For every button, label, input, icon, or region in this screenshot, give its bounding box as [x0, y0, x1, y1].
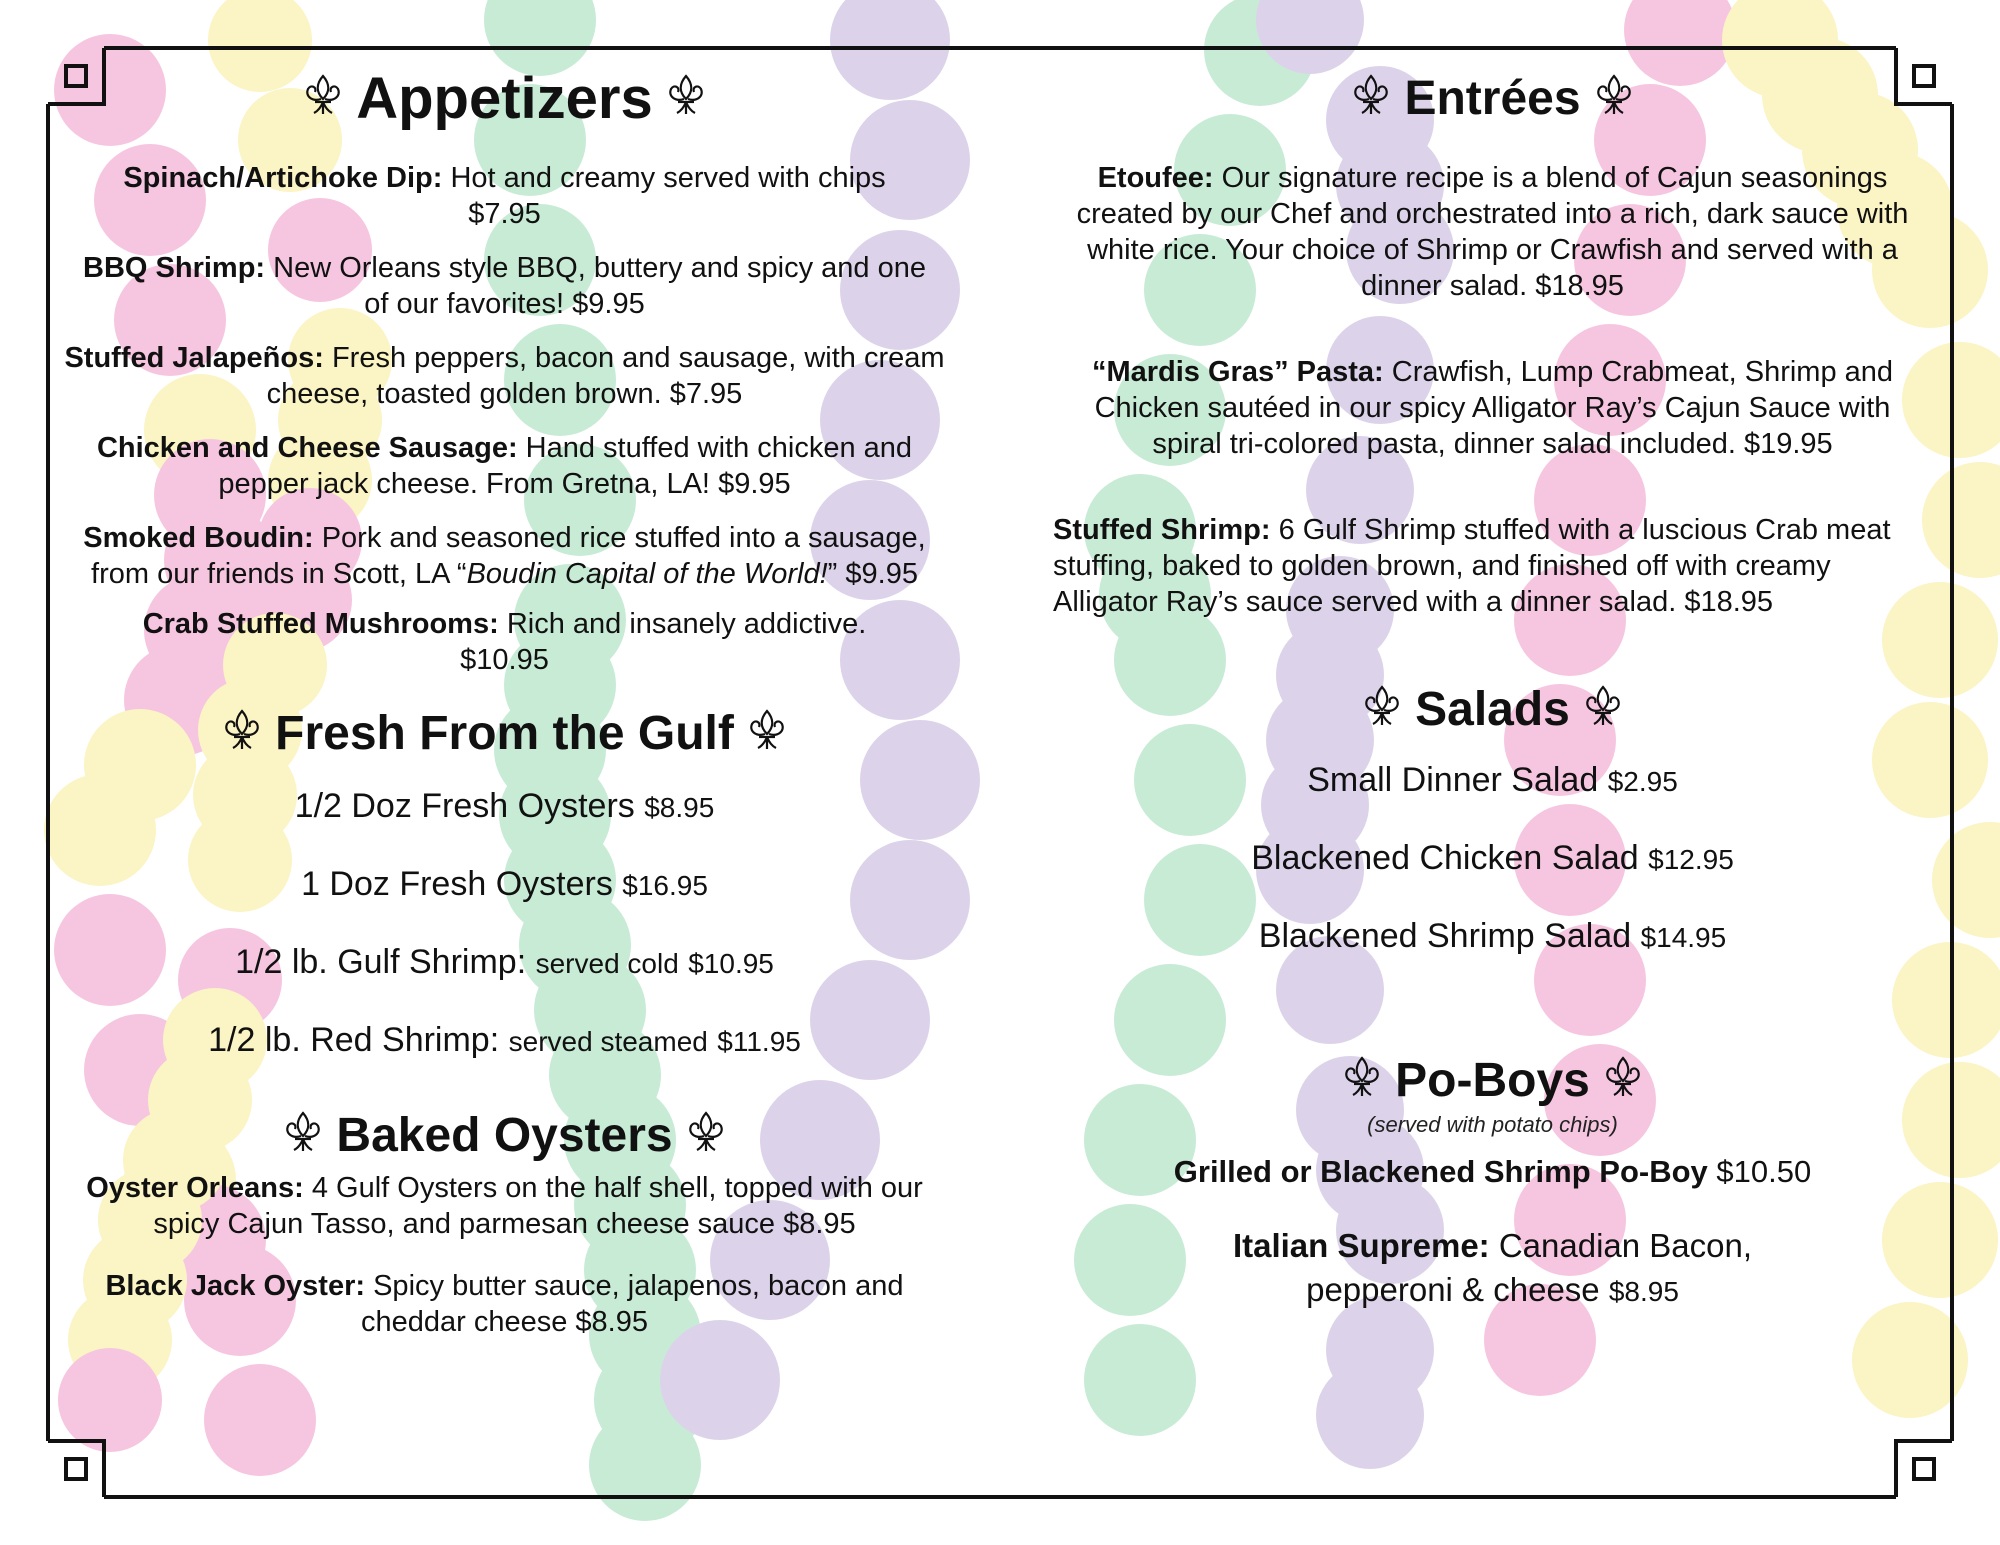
item-name: 1 Doz Fresh Oysters: [301, 865, 613, 903]
item-price: $8.95: [783, 1208, 856, 1240]
salads-title: Salads: [1415, 683, 1570, 736]
item-name: Stuffed Jalapeños:: [64, 342, 324, 374]
item-name: BBQ Shrimp:: [83, 252, 266, 284]
item-name: 1/2 lb. Gulf Shrimp:: [235, 943, 527, 981]
item-name: 1/2 Doz Fresh Oysters: [294, 787, 635, 825]
menu-item: [62, 160, 947, 232]
fleur-de-lis-icon: [1359, 683, 1405, 738]
item-name: Spinach/Artichoke Dip:: [123, 162, 443, 194]
item-price: $18.95: [1535, 270, 1624, 302]
menu-item: [1045, 1152, 1940, 1192]
fresh-from-gulf-heading: [62, 706, 947, 762]
item-name: Oyster Orleans:: [86, 1172, 304, 1204]
salads-heading: [1045, 682, 1940, 738]
poboys-heading: [1045, 1054, 1940, 1108]
item-name: Stuffed Shrimp:: [1053, 514, 1271, 546]
gulf-list: [62, 786, 947, 1062]
poboys-title: Po-Boys: [1395, 1054, 1590, 1107]
baked-list: [62, 1170, 947, 1340]
item-description: pepperoni & cheese: [1306, 1271, 1600, 1308]
entrees-heading: [1045, 60, 1940, 138]
menu-item: [62, 606, 947, 678]
poboys-list: [1045, 1152, 1940, 1314]
baked-oysters-heading: [62, 1108, 947, 1164]
menu-item: [62, 250, 947, 322]
item-description: Spicy butter sauce, jalapenos, bacon and cheddar cheese: [360, 1270, 904, 1338]
item-description: Hand stuffed with chicken and pepper jack cheese. From Gretna, LA!: [218, 432, 913, 500]
item-price: $10.95: [688, 948, 774, 979]
menu-item: [62, 1268, 947, 1340]
item-price: $19.95: [1743, 428, 1833, 460]
item-description: 4 Gulf Oysters on the half shell, topped with our spicy Cajun Tasso, and parmesan cheese sauce: [153, 1172, 923, 1240]
item-name: Blackened Shrimp Salad: [1258, 917, 1632, 955]
item-name: Small Dinner Salad: [1307, 761, 1599, 799]
menu-item: [62, 864, 947, 906]
item-name: Black Jack Oyster:: [105, 1270, 366, 1302]
menu-item: [62, 1170, 947, 1242]
item-description: Our signature recipe is a blend of Cajun seasonings created by our Chef and orchestrated into a rich, dark sauce with white rice. Your choice of Shrimp or Crawfish and served with a dinner salad.: [1076, 162, 1909, 302]
fleur-de-lis-icon: [300, 70, 346, 128]
entrees-title: Entrées: [1404, 72, 1581, 125]
right-menu-column: [1045, 60, 1940, 1314]
item-note: served cold: [535, 948, 679, 979]
menu-item: [1045, 160, 1940, 304]
item-name: Italian Supreme:: [1232, 1227, 1490, 1264]
item-price: $16.95: [622, 870, 708, 901]
menu-item: [1045, 760, 1940, 802]
fleur-de-lis-icon: [1591, 72, 1637, 127]
item-price: $8.95: [1608, 1276, 1679, 1307]
left-menu-column: [62, 60, 947, 1340]
item-price: $11.95: [717, 1026, 801, 1057]
salads-list: [1045, 760, 1940, 958]
item-note: served steamed: [508, 1026, 708, 1057]
item-price: $8.95: [644, 792, 715, 823]
item-name: 1/2 lb. Red Shrimp:: [208, 1021, 500, 1059]
appetizers-heading: [62, 60, 947, 138]
item-price: $9.95: [572, 288, 645, 320]
item-name: Blackened Chicken Salad: [1251, 839, 1639, 877]
fleur-de-lis-icon: [1348, 72, 1394, 127]
item-price: $7.95: [468, 198, 541, 230]
fleur-de-lis-icon: [744, 707, 790, 762]
appetizers-list: [62, 160, 947, 678]
menu-item: [62, 520, 947, 592]
menu-item: [1045, 354, 1940, 462]
fleur-de-lis-icon: [1339, 1054, 1385, 1109]
item-name: Etoufee:: [1097, 162, 1214, 194]
item-description: Canadian Bacon,: [1498, 1227, 1753, 1264]
menu-item: [62, 430, 947, 502]
item-price: $12.95: [1648, 844, 1734, 875]
fleur-de-lis-icon: [663, 70, 709, 128]
fleur-de-lis-icon: [1580, 683, 1626, 738]
menu-item: [62, 942, 947, 984]
item-price: $9.95: [845, 558, 918, 590]
item-name: Grilled or Blackened Shrimp Po-Boy: [1173, 1154, 1708, 1189]
item-description-quote: ”: [827, 558, 838, 590]
gulf-title: Fresh From the Gulf: [275, 707, 734, 760]
item-name: Smoked Boudin:: [83, 522, 314, 554]
baked-title: Baked Oysters: [336, 1109, 673, 1162]
fleur-de-lis-icon: [1600, 1054, 1646, 1109]
appetizers-title: Appetizers: [356, 66, 653, 131]
item-price: $2.95: [1607, 766, 1678, 797]
fleur-de-lis-icon: [280, 1109, 326, 1164]
item-description: Fresh peppers, bacon and sausage, with cream cheese, toasted golden brown.: [266, 342, 945, 410]
item-price: $7.95: [669, 378, 743, 410]
entrees-list: [1045, 160, 1940, 620]
menu-item: [1045, 512, 1940, 620]
fleur-de-lis-icon: [219, 707, 265, 762]
item-description: Crawfish, Lump Crabmeat, Shrimp and Chicken sautéed in our spicy Alligator Ray’s Cajun Sauce with spiral tri-colored pasta, dinner salad included.: [1094, 356, 1894, 460]
item-price: $10.95: [460, 644, 549, 676]
item-description: 6 Gulf Shrimp stuffed with a luscious Crab meat stuffing, baked to golden brown, and finished off with creamy Alligator Ray’s sauce served with a dinner salad.: [1053, 514, 1891, 618]
item-price: $14.95: [1640, 922, 1727, 953]
menu-item: [1045, 916, 1940, 958]
item-description: Rich and insanely addictive.: [506, 608, 867, 640]
menu-item: [62, 786, 947, 828]
item-price: $9.95: [718, 468, 791, 500]
item-price: $18.95: [1684, 586, 1774, 618]
item-name: Chicken and Cheese Sausage:: [96, 432, 518, 464]
menu-item: [1045, 1224, 1940, 1314]
item-description: Hot and creamy served with chips: [450, 162, 886, 194]
menu-item: [62, 340, 947, 412]
menu-item: [62, 1020, 947, 1062]
item-description: Pork and seasoned rice stuffed into a sausage, from our friends in Scott, LA “: [91, 522, 926, 590]
item-name: Crab Stuffed Mushrooms:: [142, 608, 499, 640]
item-price: $8.95: [575, 1306, 648, 1338]
fleur-de-lis-icon: [683, 1109, 729, 1164]
item-description: New Orleans style BBQ, buttery and spicy and one of our favorites!: [273, 252, 926, 320]
menu-item: [1045, 838, 1940, 880]
item-description-italic: Boudin Capital of the World!: [466, 558, 828, 590]
poboys-subtitle: (served with potato chips): [1367, 1112, 1618, 1137]
item-name: “Mardis Gras” Pasta:: [1091, 356, 1384, 388]
item-price: $10.50: [1716, 1154, 1812, 1189]
